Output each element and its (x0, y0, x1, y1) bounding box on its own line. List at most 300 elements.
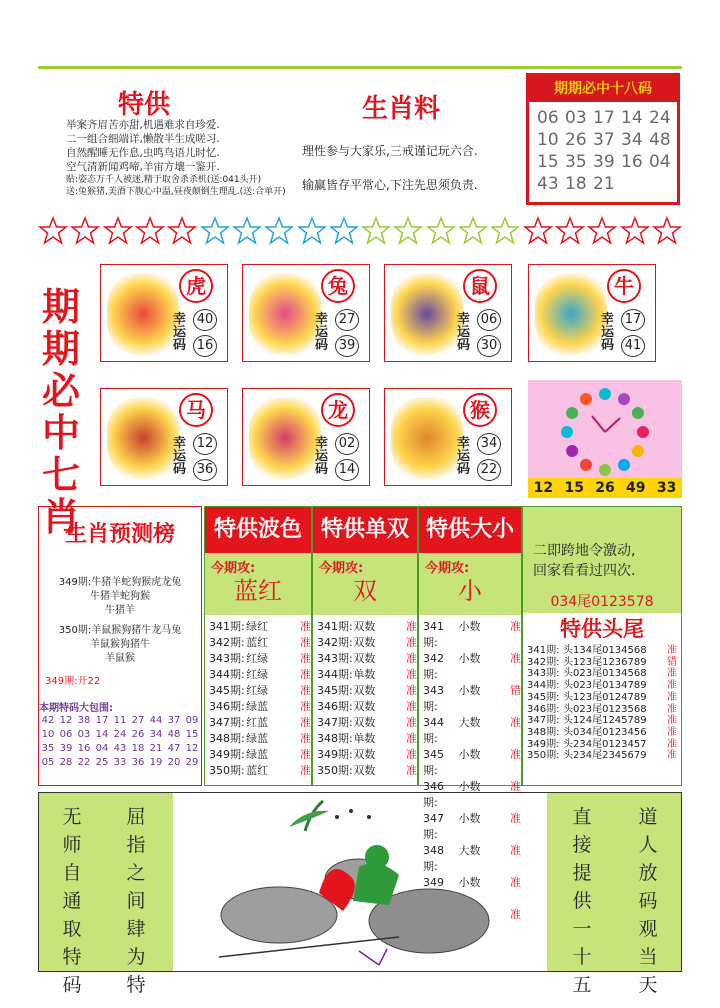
forecast-column (204, 506, 312, 786)
zodiac-card (528, 264, 656, 362)
history-row (209, 763, 311, 779)
row-result: 准 (510, 908, 521, 921)
prediction-title: 生肖预测榜 (64, 522, 175, 547)
row-result: 准 (300, 668, 311, 681)
attack-value: 双 (353, 577, 377, 605)
row-result: 准 (406, 732, 417, 745)
package-number: 25 (95, 757, 109, 768)
row-value: 小数 (458, 876, 481, 889)
star-icon (329, 216, 359, 246)
package-number: 16 (77, 743, 91, 754)
zodiac-image (391, 273, 463, 355)
star-icon (38, 216, 68, 246)
package-number: 37 (167, 715, 181, 726)
row-result: 准 (510, 716, 521, 729)
clock-dot (618, 459, 630, 471)
row-value: 头023尾0134789 (563, 680, 647, 692)
lucky-label: 幸运码 (315, 436, 329, 477)
row-period: 350期: (527, 750, 560, 762)
package-number: 48 (167, 729, 181, 740)
history-row (209, 715, 311, 731)
package-number: 47 (167, 743, 181, 754)
package-number: 29 (185, 757, 199, 768)
row-period: 341期: (317, 620, 353, 633)
package-row (39, 714, 201, 728)
row-value: 头034尾0123456 (563, 726, 647, 738)
history-row (317, 715, 417, 731)
history-row (317, 763, 417, 779)
prediction-350 (39, 624, 201, 666)
row-result: 准 (667, 738, 677, 750)
row-result: 准 (510, 844, 521, 857)
row-value: 绿红 (246, 620, 269, 633)
tail-row (527, 692, 681, 704)
clock-icon (528, 380, 682, 478)
number-cell: 14 (621, 108, 643, 128)
number-cell: 21 (593, 174, 615, 194)
row-value: 单数 (353, 668, 376, 681)
row-result: 准 (406, 684, 417, 697)
row-result: 准 (406, 716, 417, 729)
row-period: 347期: (317, 716, 353, 729)
star-icon (426, 216, 456, 246)
package-row (39, 742, 201, 756)
clock-dot (632, 407, 644, 419)
number-cell: 03 (565, 108, 587, 128)
row-result: 准 (510, 780, 521, 793)
clock-dot (580, 459, 592, 471)
package-number: 12 (59, 715, 73, 726)
package-number: 14 (95, 729, 109, 740)
row-result: 准 (667, 668, 677, 680)
zodiac-card (100, 264, 228, 362)
forecast-column (312, 506, 418, 786)
tegong-text (66, 118, 296, 198)
history-row (209, 731, 311, 747)
row-period: 350期: (317, 764, 353, 777)
clock-box (528, 380, 682, 498)
lucky-number: 34 (477, 433, 501, 455)
lucky-number: 36 (193, 459, 217, 481)
tail-rows (523, 645, 681, 762)
row-value: 双数 (353, 764, 376, 777)
zodiac-image (535, 273, 607, 355)
row-result: 准 (300, 732, 311, 745)
lucky-number: 40 (193, 309, 217, 331)
row-value: 红绿 (246, 652, 269, 665)
row-value: 红绿 (246, 668, 269, 681)
row-period: 348期: (209, 732, 245, 745)
star-icon (232, 216, 262, 246)
tegong-title: 特供 (118, 90, 171, 120)
history-row (209, 651, 311, 667)
history-row (317, 619, 417, 635)
package-number: 44 (149, 715, 163, 726)
row-period: 348期: (423, 844, 444, 873)
eighteen-grid (529, 102, 677, 194)
tegong-line: 空气清新闻鸡啼,羊宙方壤一鉴开. (66, 161, 220, 173)
row-value: 头234尾0123457 (563, 738, 647, 750)
lucky-label: 幸运码 (173, 312, 187, 353)
row-result: 准 (406, 668, 417, 681)
prediction-line: 牛猪羊蛇狗猴 (90, 591, 150, 602)
package-number: 09 (185, 715, 199, 726)
zodiac-card (384, 264, 512, 362)
history-row (317, 731, 417, 747)
illustration-image (209, 797, 509, 969)
poem-left-panel (39, 793, 173, 996)
row-result: 准 (510, 748, 521, 761)
clock-number: 12 (533, 480, 554, 496)
prediction-line: 350期:羊鼠猴狗猪牛龙马兔 (58, 625, 182, 636)
package-title: 本期特码大包围: (39, 703, 113, 714)
row-result: 准 (300, 636, 311, 649)
prediction-box (38, 506, 202, 786)
row-period: 342期: (317, 636, 353, 649)
number-cell: 10 (537, 130, 559, 150)
lucky-number: 02 (335, 433, 359, 455)
history-row (317, 635, 417, 651)
history-row (209, 619, 311, 635)
row-result: 准 (406, 652, 417, 665)
package-number: 18 (131, 743, 145, 754)
row-result: 准 (510, 812, 521, 825)
package-number: 43 (113, 743, 127, 754)
attack-area (313, 553, 417, 615)
row-period: 344期: (527, 680, 560, 692)
row-period: 341期: (423, 620, 444, 649)
row-value: 小数 (458, 812, 481, 825)
history-rows (205, 615, 311, 779)
lucky-label: 幸运码 (173, 436, 187, 477)
row-period: 345期: (209, 684, 245, 697)
star-icon (70, 216, 100, 246)
zodiac-name: 牛 (607, 269, 641, 303)
row-result: 准 (300, 716, 311, 729)
row-value: 头023尾0134568 (563, 668, 647, 680)
lucky-number: 12 (193, 433, 217, 455)
shengxiao-text (302, 134, 478, 202)
clock-dot (561, 426, 573, 438)
row-value: 头134尾0134568 (563, 645, 647, 656)
clock-number: 15 (564, 480, 584, 496)
tegong-line: 举案齐眉苦亦甜,机遇难求自珍爱. (66, 119, 220, 131)
clock-dot (637, 426, 649, 438)
row-period: 345期: (317, 684, 353, 697)
row-value: 红蓝 (246, 716, 269, 729)
star-icon (490, 216, 520, 246)
clock-dot (599, 464, 611, 476)
row-value: 小数 (458, 684, 481, 697)
clock-number: 33 (656, 480, 677, 496)
prediction-line: 羊鼠猴狗猪牛 (90, 639, 150, 650)
row-value: 小数 (458, 748, 481, 761)
slogan-line: 回家看看过四次. (533, 563, 636, 579)
poem-right-col2: 道人放码观当天 (638, 806, 658, 996)
row-period: 346期: (527, 703, 560, 715)
package-number: 36 (131, 757, 145, 768)
lucky-label: 幸运码 (457, 436, 471, 477)
row-period: 349期: (527, 738, 560, 750)
row-value: 头023尾0123568 (563, 703, 647, 715)
row-result: 准 (510, 652, 521, 665)
row-result: 准 (300, 764, 311, 777)
attack-area (419, 553, 521, 615)
row-period: 341期: (527, 645, 560, 656)
clock-dot (566, 445, 578, 457)
zodiac-name: 龙 (321, 393, 355, 427)
package-number: 17 (95, 715, 109, 726)
zodiac-card (100, 388, 228, 486)
prediction-line: 羊鼠猴 (105, 653, 135, 664)
row-value: 双数 (353, 716, 376, 729)
row-period: 349期: (317, 748, 353, 761)
prediction-open: 349期:开22 (45, 676, 101, 687)
zodiac-image (249, 273, 321, 355)
row-result: 准 (406, 620, 417, 633)
row-period: 342期: (423, 652, 444, 681)
row-result: 错 (667, 656, 677, 668)
row-result: 准 (406, 636, 417, 649)
poem-right-panel (547, 793, 681, 996)
row-period: 348期: (317, 732, 353, 745)
row-period: 347期: (209, 716, 245, 729)
slogan-line: 二即跨地令激动, (533, 543, 636, 559)
row-result: 准 (300, 700, 311, 713)
poem-left-col2: 屈指之间肆为特 (126, 806, 146, 996)
lucky-number: 30 (477, 335, 501, 357)
row-value: 绿蓝 (246, 748, 269, 761)
vertical-char: 期 (41, 285, 80, 329)
column-title: 特供大小 (419, 507, 521, 553)
number-cell: 15 (537, 152, 559, 172)
vertical-char: 必 (41, 369, 80, 413)
row-result: 准 (667, 645, 677, 656)
number-cell: 24 (649, 108, 671, 128)
row-result: 准 (667, 715, 677, 727)
column-title: 特供单双 (313, 507, 417, 553)
package-number: 39 (59, 743, 73, 754)
row-value: 小数 (458, 620, 481, 633)
row-period: 342期: (527, 656, 560, 668)
prediction-line: 349期:牛猪羊蛇狗猴虎龙兔 (58, 577, 182, 588)
eighteen-number-box (526, 73, 680, 205)
package-row (39, 756, 201, 770)
vertical-char: 肖 (41, 495, 80, 539)
row-value: 头124尾1245789 (563, 715, 647, 727)
star-icon (523, 216, 553, 246)
row-period: 349期: (209, 748, 245, 761)
tail-row (527, 680, 681, 692)
row-period: 348期: (527, 726, 560, 738)
history-row (317, 699, 417, 715)
lucky-label: 幸运码 (601, 312, 615, 353)
vertical-char: 七 (41, 453, 80, 497)
package-number: 38 (77, 715, 91, 726)
row-period: 345期: (527, 691, 560, 703)
row-period: 344期: (423, 716, 444, 745)
package-number: 34 (149, 729, 163, 740)
lucky-number: 27 (335, 309, 359, 331)
row-period: 343期: (423, 684, 444, 713)
package-number: 03 (77, 729, 91, 740)
row-value: 双数 (353, 684, 376, 697)
package-number: 28 (59, 757, 73, 768)
row-period: 341期: (209, 620, 245, 633)
package-number: 04 (95, 743, 109, 754)
row-value: 头123尾0124789 (563, 691, 647, 703)
clock-number: 26 (595, 480, 615, 496)
tail-row (527, 668, 681, 680)
row-result: 准 (406, 748, 417, 761)
row-period: 343期: (317, 652, 353, 665)
tail-row (527, 727, 681, 739)
tegong-note: 贴:姿态万千人被迷,精于取舍杀杀机(送:041头开) (66, 175, 262, 185)
number-cell: 26 (565, 130, 587, 150)
attack-value: 蓝红 (234, 577, 282, 605)
row-result: 准 (667, 680, 677, 692)
zodiac-name: 鼠 (463, 269, 497, 303)
package-number: 15 (185, 729, 199, 740)
tail-title: 特供头尾 (560, 617, 644, 641)
lucky-number: 39 (335, 335, 359, 357)
row-period: 342期: (209, 636, 245, 649)
lucky-number: 06 (477, 309, 501, 331)
tegong-line: 自然醒睡无作息,虫鸣鸟语儿时忆. (66, 147, 220, 159)
package-number: 06 (59, 729, 73, 740)
history-row (423, 651, 521, 683)
number-cell: 43 (537, 174, 559, 194)
row-period: 344期: (317, 668, 353, 681)
package-number: 26 (131, 729, 145, 740)
row-period: 346期: (209, 700, 245, 713)
lucky-number: 41 (621, 335, 645, 357)
row-value: 大数 (458, 716, 481, 729)
zodiac-name: 兔 (321, 269, 355, 303)
package-number: 22 (77, 757, 91, 768)
row-value: 头123尾1236789 (563, 656, 647, 668)
star-icon (103, 216, 133, 246)
row-result: 准 (406, 764, 417, 777)
eighteen-title: 期期必中十八码 (529, 76, 677, 102)
tail-slogan-area (523, 507, 681, 613)
lucky-number: 16 (193, 335, 217, 357)
zodiac-card (242, 388, 370, 486)
history-row (317, 667, 417, 683)
number-cell: 16 (621, 152, 643, 172)
package-number: 19 (149, 757, 163, 768)
history-row (423, 715, 521, 747)
row-value: 单数 (353, 732, 376, 745)
row-result: 准 (667, 726, 677, 738)
zodiac-card (384, 388, 512, 486)
zodiac-name: 马 (179, 393, 213, 427)
row-result: 错 (510, 684, 521, 697)
zodiac-name: 虎 (179, 269, 213, 303)
attack-area (205, 553, 311, 615)
number-cell: 48 (649, 130, 671, 150)
row-value: 小数 (458, 780, 481, 793)
row-result: 准 (406, 700, 417, 713)
history-row (423, 619, 521, 651)
history-row (317, 651, 417, 667)
row-value: 双数 (353, 636, 376, 649)
package-row (39, 728, 201, 742)
package-number: 27 (131, 715, 145, 726)
attack-label: 今期攻: (425, 561, 470, 576)
zodiac-image (107, 397, 179, 479)
lucky-label: 幸运码 (315, 312, 329, 353)
column-title: 特供波色 (205, 507, 311, 553)
row-result: 准 (300, 748, 311, 761)
attack-value: 小 (458, 577, 482, 605)
history-row (317, 683, 417, 699)
top-divider (38, 66, 682, 69)
history-row (317, 747, 417, 763)
package-number: 33 (113, 757, 127, 768)
row-result: 准 (510, 620, 521, 633)
row-period: 343期: (527, 668, 560, 680)
history-rows (313, 615, 417, 779)
shengxiao-line: 理性参与大家乐,三戒谨记玩六合. (302, 144, 478, 158)
star-icon (587, 216, 617, 246)
tail-slogan (533, 541, 635, 581)
number-cell: 35 (565, 152, 587, 172)
number-cell: 17 (593, 108, 615, 128)
row-period: 345期: (423, 748, 444, 777)
number-cell: 06 (537, 108, 559, 128)
tail-row (527, 645, 681, 657)
clock-numbers (528, 478, 682, 498)
tegong-note: 送:兔猴猪,美酒下腹心中温,昼夜颠倒生理乱.(送:合单开) (66, 187, 286, 197)
prediction-line: 牛猪羊 (105, 605, 135, 616)
package-number: 24 (113, 729, 127, 740)
clock-number: 49 (626, 480, 646, 496)
package-number: 05 (41, 757, 55, 768)
number-cell: 34 (621, 130, 643, 150)
number-cell: 37 (593, 130, 615, 150)
tail-box (522, 506, 682, 786)
star-icon (393, 216, 423, 246)
lucky-number: 22 (477, 459, 501, 481)
star-icon (361, 216, 391, 246)
clock-dot (580, 393, 592, 405)
package-number: 10 (41, 729, 55, 740)
row-result: 准 (667, 750, 677, 762)
row-period: 346期: (423, 780, 444, 809)
package-number: 12 (185, 743, 199, 754)
star-icon (555, 216, 585, 246)
zodiac-name: 猴 (463, 393, 497, 427)
row-value: 大数 (458, 844, 481, 857)
row-period: 346期: (317, 700, 353, 713)
package-number: 35 (41, 743, 55, 754)
zodiac-image (107, 273, 179, 355)
row-result: 准 (300, 620, 311, 633)
row-result: 准 (300, 652, 311, 665)
row-value: 双数 (353, 748, 376, 761)
star-icon (200, 216, 230, 246)
number-cell: 39 (593, 152, 615, 172)
row-result: 准 (510, 876, 521, 889)
package-grid (39, 714, 201, 770)
vertical-char: 期 (41, 327, 80, 371)
row-value: 头234尾2345679 (563, 750, 647, 762)
lucky-number: 14 (335, 459, 359, 481)
zodiac-image (249, 397, 321, 479)
row-period: 344期: (209, 668, 245, 681)
prediction-349 (39, 576, 201, 618)
